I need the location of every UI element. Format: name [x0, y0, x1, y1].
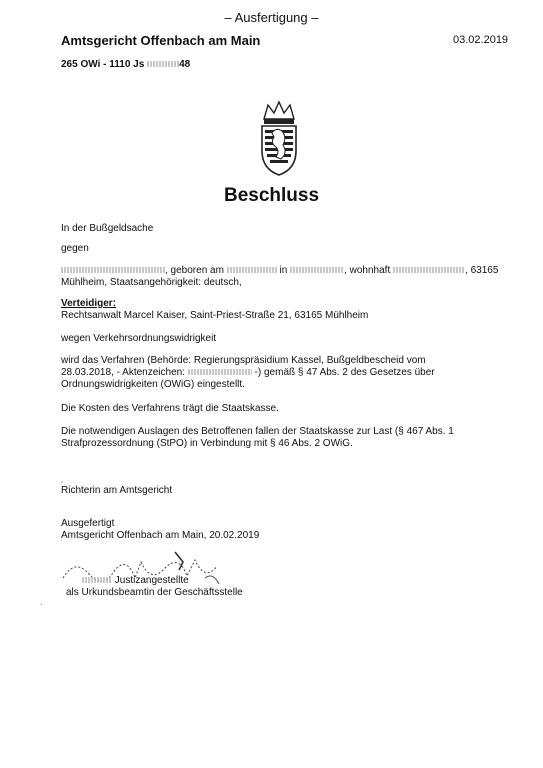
ort-datum: Amtsgericht Offenbach am Main, 20.02.2019: [61, 530, 260, 541]
richterin-label: Richterin am Amtsgericht: [61, 485, 173, 496]
margin-mark: .: [40, 597, 43, 608]
person-wohnhaft-label: , wohnhaft: [344, 265, 391, 276]
justiz-text: Justizangestellte: [114, 575, 189, 586]
verteidiger-text: Rechtsanwalt Marcel Kaiser, Saint-Priest-Straße 21, 63165 Mühlheim: [61, 310, 369, 321]
verfahren-line-2b: -) gemäß § 47 Abs. 2 des Gesetzes über: [254, 367, 435, 378]
person-plz: , 63165: [465, 265, 499, 276]
person-line-2: Mühlheim, Staatsangehörigkeit: deutsch,: [61, 277, 242, 288]
redaction: [290, 267, 344, 273]
aktenzeichen-suffix: 48: [179, 59, 191, 70]
redaction: [393, 267, 465, 273]
document-date: 03.02.2019: [453, 34, 509, 46]
redaction: [61, 267, 165, 273]
redaction: [188, 369, 252, 375]
auslagen-line-2: Strafprozessordnung (StPO) in Verbindung mit § 46 Abs. 2 OWiG.: [61, 438, 353, 449]
aktenzeichen: [61, 59, 190, 70]
signature-mark: ,: [61, 475, 64, 484]
document-title: Beschluss: [223, 185, 320, 206]
wegen-text: wegen Verkehrsordnungswidrigkeit: [61, 333, 217, 344]
person-in-label: in: [279, 265, 288, 276]
verfahren-line-2: [61, 367, 501, 379]
urkundsbeamtin-label: als Urkundsbeamtin der Geschäftsstelle: [66, 587, 243, 598]
ausgefertigt-label: Ausgefertigt: [61, 518, 115, 529]
auslagen-line-1: Die notwendigen Auslagen des Betroffenen fallen der Staatskasse zur Last (§ 467 Abs. 1: [61, 426, 454, 437]
kosten-text: Die Kosten des Verfahrens trägt die Staatskasse.: [61, 403, 279, 414]
verfahren-line-3: Ordnungswidrigkeiten (OWiG) eingestellt.: [61, 379, 245, 390]
redaction: [227, 267, 277, 273]
court-name: Amtsgericht Offenbach am Main: [61, 33, 261, 48]
verfahren-line-1: wird das Verfahren (Behörde: Regierungspräsidium Kassel, Bußgeldbescheid vom: [61, 355, 426, 366]
verteidiger-label: Verteidiger:: [61, 298, 117, 309]
redaction: [82, 577, 112, 583]
person-geboren-label: , geboren am: [165, 265, 224, 276]
aktenzeichen-prefix: 265 OWi - 1110 Js: [61, 59, 145, 70]
intro-text: In der Bußgeldsache: [61, 223, 154, 234]
gegen-text: gegen: [61, 243, 89, 254]
verfahren-line-2a: 28.03.2018, - Aktenzeichen:: [61, 367, 185, 378]
person-line-1: [61, 265, 501, 277]
hessen-coat-of-arms-icon: [254, 99, 304, 177]
redaction: [147, 61, 179, 67]
ausfertigung-label: – Ausfertigung –: [224, 10, 319, 25]
justiz-label: [82, 575, 522, 587]
